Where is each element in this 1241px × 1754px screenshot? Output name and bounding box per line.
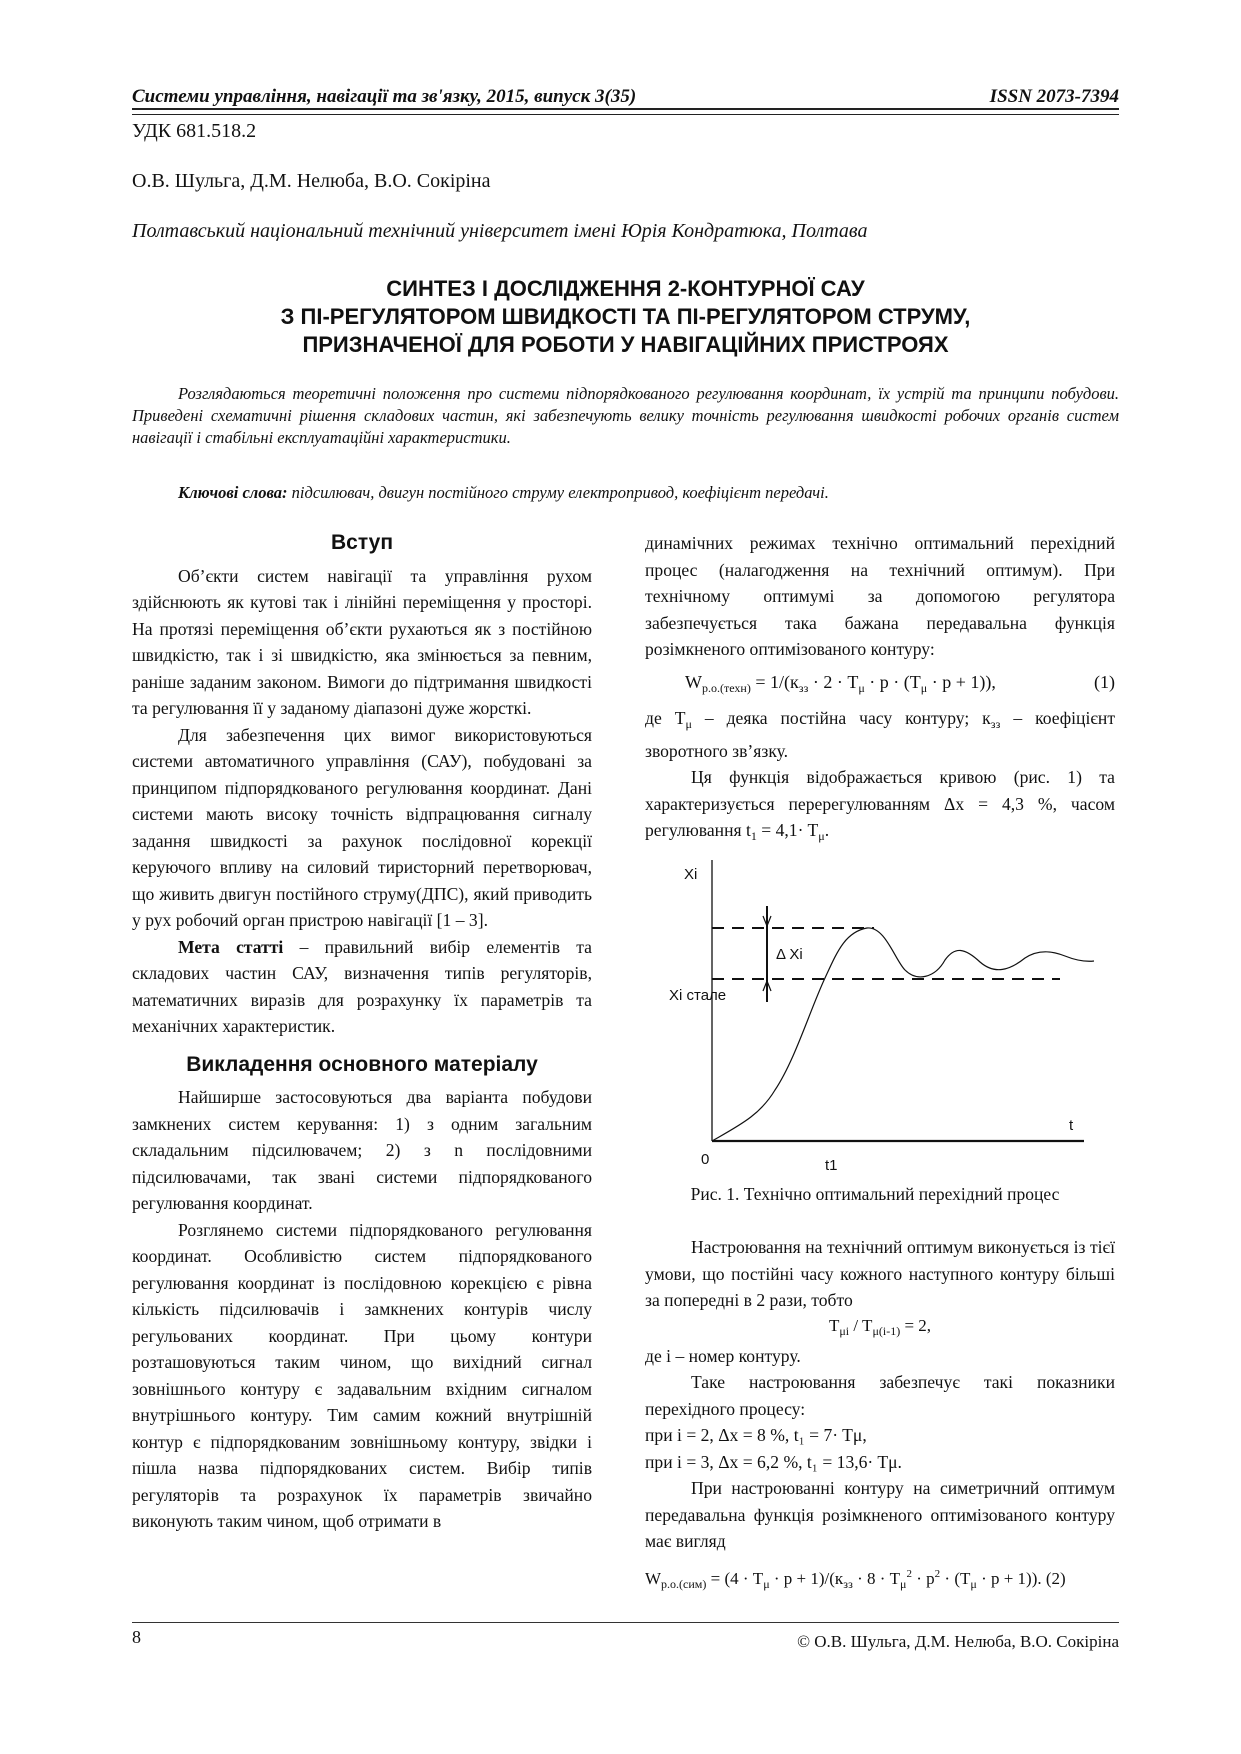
udk-code: УДК 681.518.2 (132, 120, 257, 142)
right-column (645, 530, 1115, 850)
eq-term: = 2, (900, 1315, 932, 1335)
text: – коефіцієнт зворотного зв’язку. (645, 708, 1116, 761)
section-heading-intro: Вступ (330, 531, 393, 554)
eq-term: = (4 · T (706, 1568, 764, 1588)
paragraph: Для забезпечення цих вимог використовуються системи автоматичного управління (САУ), побудовані за принципом підпорядкованого регулювання координат. Дані системи мають високу точність відпрацювання сигналу задання швидкості за рахунок послідовної корекції керуючого впливу на силовий тиристорний перетворювач, що живить двигун постійного струму(ДПС), який приводить у рух робочий орган пристрою навігації [1 – 3]. (132, 724, 592, 930)
eq-term: · p + 1)). (976, 1568, 1042, 1588)
right-column-lower (645, 1234, 1115, 1597)
issn: ISSN 2073-7394 (989, 86, 1119, 107)
equation-1 (685, 669, 1115, 702)
eq-term: · p + 1)), (927, 671, 996, 692)
eq-term: T (828, 1315, 840, 1335)
title-line-1: СИНТЕЗ І ДОСЛІДЖЕННЯ 2-КОНТУРНОЇ САУ (386, 276, 865, 301)
delta-label: Δ Xi (776, 946, 803, 963)
paragraph: Найширше застосовуються два варіанта побудови замкнених систем керування: 1) з одним загальним складальним підсилювачем; 2) з n послідовними підсилювачами, так звані системи підпорядкованого регулювання координат. (132, 1087, 592, 1213)
text: – деяка постійна часу контуру; к (691, 708, 991, 728)
eq-sub: μ (763, 1576, 770, 1591)
paragraph (645, 764, 1115, 850)
text: де T (645, 708, 686, 728)
eq-sub: μi (839, 1323, 850, 1338)
paragraph: Таке настроювання забезпечує такі показники перехідного процесу: (645, 1372, 1115, 1419)
paragraph: динамічних режимах технічно оптимальний перехідний процес (налагодження на технічний оптимум). При технічному оптимумі за допомогою регулятора забезпечується така бажана передавальна функція розімкненого оптимізованого контуру: (645, 533, 1115, 659)
keywords-label: Ключові слова: (178, 483, 288, 502)
authors: О.В. Шульга, Д.М. Нелюба, В.О. Сокіріна (132, 170, 491, 192)
eq-sub: зз (798, 680, 809, 695)
case-line: при i = 2, Δx = 8 %, t₁ = 7· Tμ, (645, 1425, 867, 1445)
paragraph: Розглянемо системи підпорядкованого регулювання координат. Особливістю систем підпорядкованого регулювання координат із послідовною корекцією є рівна кількість підсилювачів і замкнених контурів числу регульованих координат. При цьому контури розташовуються таким чином, що вихідний сигнал зовнішнього контуру є задавальним вхідним сигналом внутрішнього контуру. Тим самим кожний внутрішній контур є підпорядкованим зовнішньому контуру, звідки і пішла назва підпорядкованих систем. Вибір типів регуляторів та розрахунок їх параметрів звичайно виконують таким чином, щоб отримати в (132, 1219, 592, 1531)
aim-text: – правильний вибір елементів та складових частин САУ, визначення типів регуляторів, математичних виразів для розрахунку їх параметрів та механічних характеристик. (132, 936, 592, 1036)
eq-sub: р.о.(техн) (702, 680, 751, 695)
eq-term: = 1/(к (750, 671, 799, 692)
title-line-2: З ПІ-РЕГУЛЯТОРОМ ШВИДКОСТІ ТА ПІ-РЕГУЛЯТОРОМ СТРУМУ, (280, 304, 971, 329)
eq-term: / T (849, 1315, 873, 1335)
steady-state-label: Xi стале (669, 987, 727, 1004)
keywords (178, 483, 1118, 503)
response-curve (712, 928, 1094, 1141)
left-column (132, 530, 592, 1535)
eq-term: · p (911, 1568, 935, 1588)
eq-term: · p + 1)/(к (769, 1568, 844, 1588)
eq-sup: 2 (906, 1567, 912, 1580)
title-line-3: ПРИЗНАЧЕНОЇ ДЛЯ РОБОТИ У НАВІГАЦІЙНИХ ПРИСТРОЯХ (302, 332, 949, 357)
footer-rule (132, 1622, 1119, 1623)
figure-caption: Рис. 1. Технічно оптимальний перехідний процес (690, 1184, 1060, 1204)
sub: μ (818, 829, 825, 843)
equation-2 (645, 1561, 1115, 1598)
paragraph: де i – номер контуру. (645, 1345, 801, 1366)
eq-sub: μ (920, 680, 928, 695)
eq-sub: μ(i-1) (872, 1323, 901, 1338)
section-heading-main: Викладення основного матеріалу (186, 1052, 538, 1076)
text: Ця функція відображається кривою (рис. 1) та характеризується перерегулюванням Δx = 4,3 %, часом регулювання t (645, 767, 1115, 840)
figure-transient-process (640, 860, 1120, 1180)
eq-sub: μ (858, 680, 865, 695)
keywords-text: підсилювач, двигун постійного струму електропривод, коефіцієнт передачі. (287, 483, 829, 502)
eq-term: · 8 · T (852, 1568, 901, 1588)
eq-sub: зз (843, 1576, 853, 1591)
abstract: Розглядаються теоретичні положення про системи підпорядкованого регулювання координат, їх устрій та принципи побудови. Приведені схематичні рішення складових частин, які забезпечують велику точність регулювання швидкості робочих органів систем навігації і стабільні експлуатаційні характеристики. (132, 384, 1119, 447)
eq-term: W (685, 671, 702, 692)
page-number: 8 (132, 1627, 141, 1647)
x-axis-label: t (1069, 1117, 1074, 1134)
eq-term: W (645, 1568, 662, 1588)
sub: 1 (750, 829, 757, 843)
copyright: © О.В. Шульга, Д.М. Нелюба, В.О. Сокіріна (797, 1632, 1119, 1651)
y-axis-label: Xi (684, 866, 698, 883)
paragraph-aim (132, 934, 592, 1040)
running-header (132, 78, 1119, 108)
t1-label: t1 (825, 1157, 838, 1174)
eq-sub: μ (900, 1576, 907, 1591)
aim-label: Мета статті (178, 936, 284, 957)
equation-number: (2) (1045, 1568, 1066, 1588)
paragraph: При настроюванні контуру на симетричний оптимум передавальна функція розімкненого оптимізованого контуру має вигляд (645, 1478, 1115, 1551)
article-title (132, 275, 1119, 359)
eq-term: · 2 · T (808, 671, 859, 692)
affiliation: Полтавський національний технічний університет імені Юрія Кондратюка, Полтава (132, 220, 868, 242)
eq-sub: μ (970, 1576, 977, 1591)
sub: μ (685, 717, 692, 731)
journal-title: Системи управління, навігації та зв'язку, 2015, випуск 3(35) (132, 86, 637, 107)
equation-number: (1) (1094, 671, 1115, 692)
sub: зз (990, 717, 1001, 731)
paragraph: Об’єкти систем навігації та управління рухом здійснюють як кутові так і лінійні переміщення у просторі. На протязі переміщення об’єкти рухаються як з постійною швидкістю, так і зі швидкістю, яка змінюється за певним, раніше заданим законом. Вимоги до підтримання швидкості та регулювання її у заданому діапазоні дуже жорсткі. (132, 565, 592, 718)
text: . (824, 820, 830, 840)
paragraph: Настроювання на технічний оптимум виконується із тієї умови, що постійні часу кожного наступного контуру більші за попередні в 2 рази, тобто (645, 1237, 1115, 1310)
equation-ratio (645, 1314, 1115, 1343)
case-line: при i = 3, Δx = 6,2 %, t₁ = 13,6· Tμ. (645, 1451, 902, 1472)
paragraph (645, 705, 1115, 764)
header-rule (132, 108, 1119, 115)
eq-sup: 2 (934, 1567, 941, 1580)
eq-term: · (T (940, 1568, 971, 1588)
eq-sub: р.о.(сим) (661, 1576, 707, 1591)
origin-label: 0 (701, 1151, 710, 1168)
text: = 4,1· T (756, 820, 819, 840)
eq-term: · p · (T (864, 671, 921, 692)
